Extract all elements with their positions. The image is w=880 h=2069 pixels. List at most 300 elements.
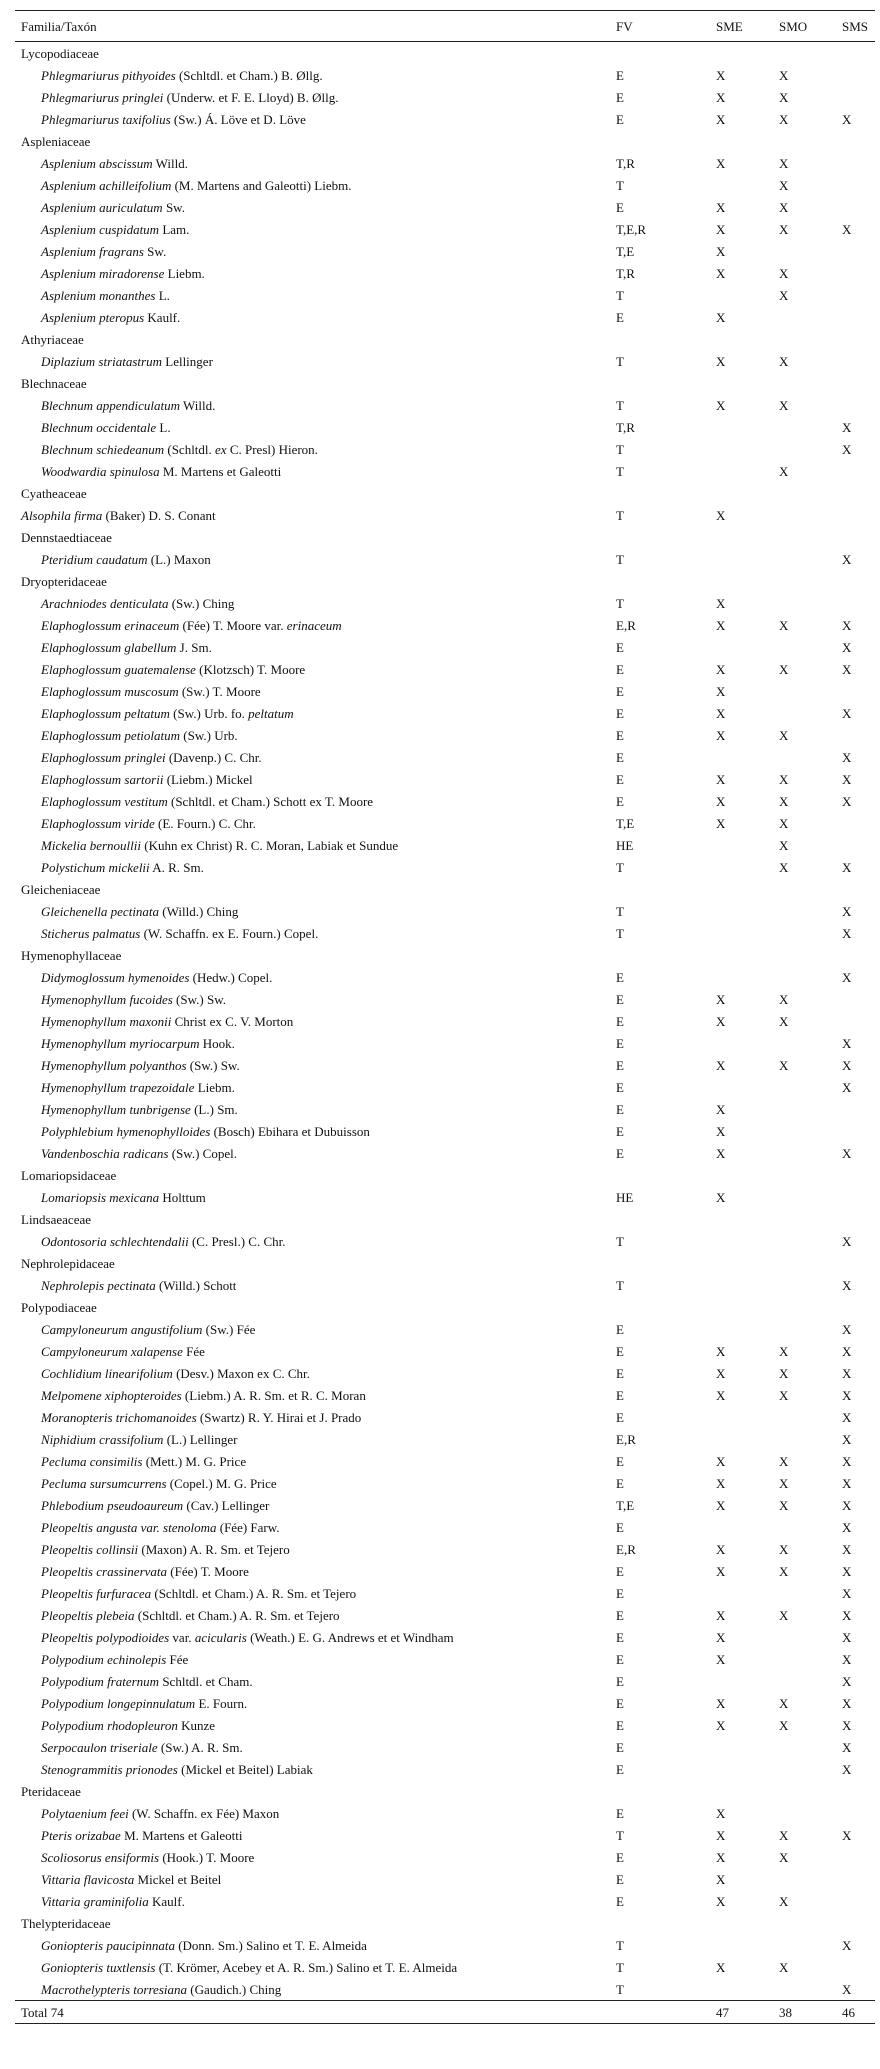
taxon-authority: Kaulf. [144,309,181,325]
taxon-genus-species: Cochlidium linearifolium [41,1365,173,1381]
cell-sme [691,922,753,944]
cell-smo [753,306,815,328]
cell-sme [691,900,753,922]
cell-sme: X [716,1475,726,1491]
cell-fv: T,E,R [616,221,647,237]
cell-sme: X [716,221,726,237]
taxon-row [15,86,875,108]
family-name: Pteridaceae [21,1783,81,1799]
cell-smo [753,1934,815,1956]
cell-fv: E [616,1893,624,1909]
taxon-name [15,966,612,988]
cell-fv: E [616,1695,624,1711]
cell-sms: X [842,1497,852,1513]
cell-smo [753,1318,815,1340]
total-smo: 38 [779,2004,792,2020]
cell-sms: X [842,1607,852,1623]
taxon-name [15,240,612,262]
cell-smo [753,1802,815,1824]
cell-fv: T,E [616,1497,635,1513]
taxon-genus-species: Blechnum occidentale [41,419,157,435]
taxon-genus-species: Campyloneurum xalapense [41,1343,183,1359]
taxon-authority: (Bosch) Ebihara et Dubuisson [210,1123,370,1139]
taxon-authority: (C. Presl.) C. Chr. [188,1233,286,1249]
cell-smo: X [779,1453,789,1469]
cell-smo [753,1670,815,1692]
cell-sme: X [716,1717,726,1733]
cell-sms: X [842,1057,852,1073]
taxon-row [15,1560,875,1582]
header-fv: FV [616,18,633,34]
taxon-authority: (Underw. et F. E. Lloyd) B. Øllg. [163,89,339,105]
taxon-name [15,152,612,174]
cell-sme [691,460,753,482]
taxon-authority: (Sw.) T. Moore [178,683,261,699]
cell-sms: X [842,903,852,919]
taxon-row [15,1186,875,1208]
taxon-name [15,1648,612,1670]
taxon-row [15,768,875,790]
taxon-authority: Lam. [159,221,190,237]
cell-smo: X [779,815,789,831]
taxon-authority: (Fée) T. Moore [167,1563,249,1579]
taxon-row [15,1802,875,1824]
family-row [15,1296,875,1318]
taxon-name [15,284,612,306]
taxon-table-container [15,10,875,2024]
cell-sms [815,812,875,834]
taxon-name [15,1670,612,1692]
total-sms: 46 [842,2004,855,2020]
cell-fv: T [616,551,624,567]
family-name: Thelypteridaceae [21,1915,111,1931]
taxon-authority-2: (Weath.) E. G. Andrews et et Windham [246,1629,454,1645]
taxon-authority: (T. Krömer, Acebey et A. R. Sm.) Salino et T. E. Almeida [155,1959,458,1975]
taxon-row [15,746,875,768]
taxon-row [15,1010,875,1032]
taxon-authority: Sw. [143,243,167,259]
cell-sms [815,262,875,284]
cell-sms: X [842,1387,852,1403]
cell-smo: X [779,1563,789,1579]
cell-fv: E [616,1563,624,1579]
family-row [15,878,875,900]
cell-fv: HE [616,837,634,853]
taxon-row [15,1472,875,1494]
taxon-row [15,966,875,988]
taxon-name [15,1076,612,1098]
cell-fv: E [616,1365,624,1381]
taxon-name [15,1142,612,1164]
taxon-genus-species: Elaphoglossum sartorii [41,771,164,787]
taxon-authority: (L.) Lellinger [163,1431,238,1447]
taxon-genus-species: Pleopeltis plebeia [41,1607,135,1623]
taxon-genus-species: Asplenium cuspidatum [41,221,160,237]
cell-sme: X [716,67,726,83]
cell-sme: X [716,595,726,611]
cell-fv: E [616,1673,624,1689]
cell-sms [815,1846,875,1868]
cell-fv: E [616,727,624,743]
cell-sms: X [842,1651,852,1667]
taxon-authority: Lellinger [162,353,213,369]
taxon-name [15,1868,612,1890]
taxon-name [15,1758,612,1780]
taxon-name [15,790,612,812]
cell-sme [691,1318,753,1340]
cell-sms: X [842,859,852,875]
cell-smo [753,1032,815,1054]
cell-fv: E [616,1761,624,1777]
taxon-row [15,856,875,878]
cell-fv: T [616,1277,624,1293]
cell-sms [815,834,875,856]
taxon-authority: (Liebm.) Mickel [163,771,253,787]
taxon-name [15,306,612,328]
taxon-genus-species: Hymenophyllum tunbrigense [41,1101,191,1117]
taxon-authority: Fée [182,1343,205,1359]
taxon-row [15,1076,875,1098]
taxon-authority: (Schltdl. et Cham.) A. R. Sm. et Tejero [134,1607,340,1623]
taxon-genus-species: Hymenophyllum myriocarpum [41,1035,200,1051]
family-name: Polypodiaceae [21,1299,97,1315]
taxon-genus-species: Phlegmariurus taxifolius [41,111,171,127]
cell-smo [753,1406,815,1428]
cell-fv: E [616,1607,624,1623]
taxon-authority: (Sw.) Sw. [172,991,226,1007]
taxon-authority: Holttum [159,1189,206,1205]
cell-sme: X [716,507,726,523]
cell-sms: X [842,1695,852,1711]
taxon-authority: Willd. [152,155,188,171]
taxon-authority: (Sw.) Urb. [180,727,238,743]
taxon-authority: (Copel.) M. G. Price [166,1475,277,1491]
taxon-name [15,1340,612,1362]
taxon-genus-species: Stenogrammitis prionodes [41,1761,178,1777]
taxon-genus-species: Polyphlebium hymenophylloides [41,1123,211,1139]
cell-sme: X [716,397,726,413]
taxon-name [15,504,612,526]
cell-sme [691,1736,753,1758]
family-name: Dryopteridaceae [21,573,107,589]
taxon-name [15,1384,612,1406]
cell-fv: E [616,89,624,105]
taxon-authority: Liebm. [164,265,205,281]
taxon-row [15,196,875,218]
taxon-genus-species: Polytaenium feei [41,1805,129,1821]
taxon-row [15,1846,875,1868]
cell-smo [753,504,815,526]
cell-sme: X [716,705,726,721]
cell-sme [691,1230,753,1252]
cell-fv: E [616,1343,624,1359]
cell-fv: T [616,903,624,919]
cell-smo: X [779,1343,789,1359]
taxon-genus-species: Odontosoria schlechtendalii [41,1233,189,1249]
header-sms: SMS [842,18,869,34]
taxon-authority: (Fée) Farw. [216,1519,280,1535]
cell-smo: X [779,111,789,127]
cell-smo: X [779,1849,789,1865]
taxon-table [15,10,875,2024]
taxon-genus-species: Gleichenella pectinata [41,903,160,919]
cell-smo: X [779,67,789,83]
taxon-name [15,1802,612,1824]
taxon-row [15,1758,875,1780]
taxon-row [15,834,875,856]
taxon-row [15,592,875,614]
cell-sms [815,394,875,416]
taxon-row [15,922,875,944]
taxon-row [15,812,875,834]
cell-smo: X [779,397,789,413]
cell-sme: X [716,793,726,809]
cell-fv: T [616,1937,624,1953]
taxon-name [15,1956,612,1978]
taxon-authority: L. [156,419,171,435]
taxon-name [15,1098,612,1120]
taxon-authority: (Sw.) A. R. Sm. [157,1739,243,1755]
taxon-name [15,1692,612,1714]
taxon-name [15,1406,612,1428]
cell-smo [753,548,815,570]
taxon-authority: Kunze [177,1717,216,1733]
taxon-row [15,790,875,812]
taxon-authority: (L.) Sm. [190,1101,238,1117]
taxon-name [15,1032,612,1054]
taxon-genus-species: Macrothelypteris torresiana [41,1981,187,1997]
cell-sms: X [842,441,852,457]
taxon-name [15,1626,612,1648]
cell-smo [753,1142,815,1164]
cell-fv: T [616,287,624,303]
taxon-genus-species: Elaphoglossum vestitum [41,793,168,809]
cell-fv: E [616,1629,624,1645]
cell-smo [753,1582,815,1604]
family-row [15,130,875,152]
cell-fv: E [616,111,624,127]
cell-sme: X [716,243,726,259]
cell-fv: E [616,1321,624,1337]
cell-sms: X [842,419,852,435]
taxon-authority: (Davenp.) C. Chr. [165,749,262,765]
cell-sms [815,1956,875,1978]
taxon-authority: (E. Fourn.) C. Chr. [154,815,256,831]
cell-smo: X [779,287,789,303]
taxon-authority: (Kuhn ex Christ) R. C. Moran, Labiak et Sundue [141,837,399,853]
cell-smo: X [779,617,789,633]
cell-fv: E [616,991,624,1007]
taxon-row [15,680,875,702]
cell-sme: X [716,199,726,215]
family-name: Lindsaeaceae [21,1211,92,1227]
cell-sms [815,240,875,262]
taxon-genus-species: Elaphoglossum erinaceum [41,617,180,633]
taxon-infraspecific: acicularis [194,1629,247,1645]
taxon-authority: (Hook.) T. Moore [159,1849,255,1865]
family-row [15,570,875,592]
cell-fv: T [616,1981,624,1997]
cell-sme [691,966,753,988]
taxon-authority: A. R. Sm. [149,859,204,875]
family-name: Athyriaceae [21,331,84,347]
taxon-row [15,416,875,438]
taxon-row [15,1516,875,1538]
cell-sms [815,460,875,482]
taxon-row [15,1098,875,1120]
family-row [15,944,875,966]
cell-sms [815,350,875,372]
cell-smo [753,966,815,988]
taxon-name [15,1890,612,1912]
taxon-genus-species: Sticherus palmatus [41,925,141,941]
taxon-genus-species: Scoliosorus ensiformis [41,1849,160,1865]
cell-sme: X [716,771,726,787]
taxon-authority: (Swartz) R. Y. Hirai et J. Prado [196,1409,362,1425]
taxon-row [15,1054,875,1076]
taxon-authority: (Schltdl. et Cham.) A. R. Sm. et Tejero [151,1585,357,1601]
taxon-authority: (Hedw.) Copel. [189,969,273,985]
taxon-authority: (Fée) T. Moore var. [179,617,287,633]
cell-sme [691,834,753,856]
taxon-authority: Hook. [199,1035,235,1051]
cell-sme [691,416,753,438]
taxon-row [15,548,875,570]
taxon-row [15,1934,875,1956]
taxon-genus-species: Asplenium miradorense [41,265,165,281]
cell-fv: E [616,1805,624,1821]
taxon-genus-species: Phlebodium pseudoaureum [41,1497,184,1513]
taxon-name [15,614,612,636]
cell-fv: T [616,353,624,369]
cell-sms: X [842,1277,852,1293]
cell-sms: X [842,617,852,633]
cell-smo [753,1736,815,1758]
cell-sms: X [842,925,852,941]
cell-smo: X [779,221,789,237]
cell-sme: X [716,1695,726,1711]
taxon-name [15,1186,612,1208]
cell-fv: E [616,1475,624,1491]
cell-sme [691,548,753,570]
taxon-genus-species: Woodwardia spinulosa [41,463,160,479]
taxon-genus-species: Elaphoglossum pringlei [41,749,166,765]
cell-sms: X [842,1981,852,1997]
taxon-row [15,1450,875,1472]
cell-sme: X [716,155,726,171]
taxon-genus-species: Pleopeltis angusta var. stenoloma [41,1519,217,1535]
taxon-genus-species: Elaphoglossum petiolatum [41,727,181,743]
cell-fv: E [616,199,624,215]
taxon-row [15,1230,875,1252]
taxon-row [15,1736,875,1758]
cell-smo [753,636,815,658]
cell-sme: X [716,1563,726,1579]
cell-smo: X [779,991,789,1007]
taxon-authority: (Sw.) Copel. [168,1145,237,1161]
taxon-authority: (Baker) D. S. Conant [102,507,216,523]
cell-smo [753,1186,815,1208]
taxon-name [15,460,612,482]
taxon-genus-species: Niphidium crassifolium [41,1431,164,1447]
cell-fv: HE [616,1189,634,1205]
cell-fv: T [616,859,624,875]
taxon-authority: (Willd.) Ching [159,903,239,919]
family-name: Blechnaceae [21,375,87,391]
taxon-name [15,1120,612,1142]
cell-fv: T,R [616,265,635,281]
taxon-name [15,1494,612,1516]
taxon-authority: (Maxon) A. R. Sm. et Tejero [138,1541,290,1557]
taxon-row [15,350,875,372]
cell-fv: E [616,639,624,655]
taxon-authority: (Cav.) Lellinger [183,1497,270,1513]
cell-fv: E [616,1013,624,1029]
family-row [15,1252,875,1274]
taxon-name [15,108,612,130]
taxon-genus-species: Phlegmariurus pithyoides [41,67,176,83]
cell-sms: X [842,1431,852,1447]
taxon-row [15,1582,875,1604]
taxon-name [15,724,612,746]
taxon-row [15,1890,875,1912]
cell-sme: X [716,727,726,743]
taxon-row [15,240,875,262]
taxon-genus-species: Blechnum appendiculatum [41,397,180,413]
cell-sms: X [842,771,852,787]
taxon-row [15,1626,875,1648]
taxon-name [15,680,612,702]
cell-sme [691,1076,753,1098]
taxon-genus-species: Didymoglossum hymenoides [41,969,190,985]
taxon-row [15,1824,875,1846]
taxon-name [15,658,612,680]
cell-sme: X [716,1145,726,1161]
taxon-genus-species: Polystichum mickelii [41,859,150,875]
cell-fv: E [616,749,624,765]
cell-fv: E [616,771,624,787]
cell-sms: X [842,551,852,567]
taxon-row [15,108,875,130]
cell-fv: T [616,177,624,193]
cell-sme: X [716,1959,726,1975]
taxon-authority: (Schltdl. et Cham.) Schott ex T. Moore [167,793,374,809]
cell-fv: E [616,1717,624,1733]
cell-smo: X [779,1387,789,1403]
taxon-name [15,1934,612,1956]
cell-sme: X [716,1651,726,1667]
cell-fv: E [616,1519,624,1535]
taxon-name [15,1560,612,1582]
taxon-name [15,1362,612,1384]
family-row [15,1208,875,1230]
family-row [15,328,875,350]
taxon-genus-species: Elaphoglossum viride [41,815,155,831]
cell-sms [815,1098,875,1120]
taxon-authority: M. Martens et Galeotti [120,1827,243,1843]
taxon-genus-species: Pteridium caudatum [41,551,148,567]
taxon-row [15,702,875,724]
cell-smo [753,438,815,460]
taxon-authority: (Sw.) Fée [202,1321,256,1337]
taxon-name [15,922,612,944]
cell-sms [815,1120,875,1142]
cell-sms: X [842,1739,852,1755]
taxon-genus-species: Asplenium monanthes [41,287,156,303]
header-smo: SMO [779,18,808,34]
taxon-authority: (Mett.) M. G. Price [142,1453,247,1469]
cell-sme: X [716,1343,726,1359]
